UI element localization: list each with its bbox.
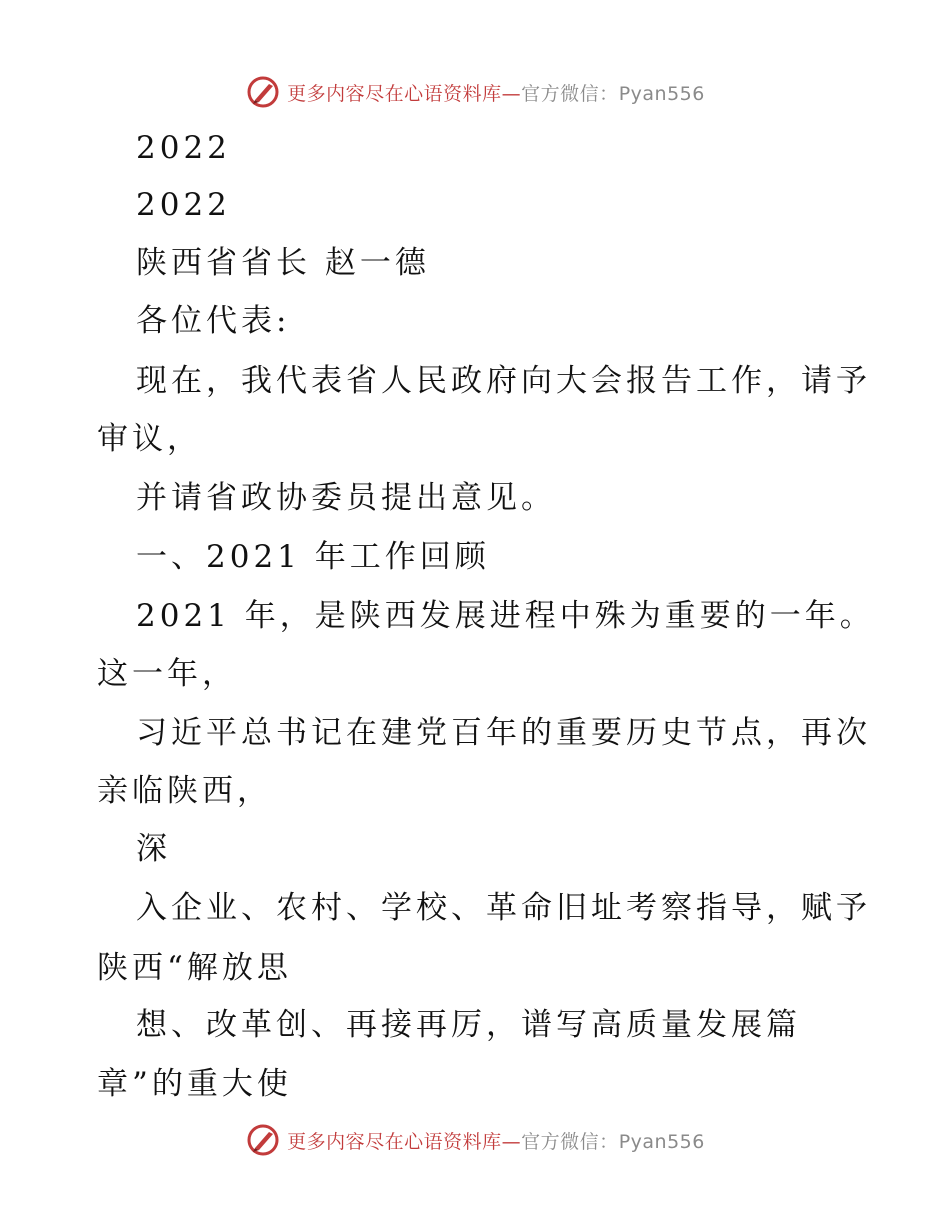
watermark-text: 更多内容尽在心语资料库—官方微信：Pyan556 [287,1130,705,1153]
footer-watermark-banner [0,1118,950,1162]
doc-line: 想、改革创、再接再厉，谱写高质量发展篇 [136,1007,801,1043]
doc-line: 2022 [136,130,231,166]
pen-in-circle-icon [245,74,281,110]
header-watermark-banner [0,70,950,114]
doc-line: 入企业、农村、学校、革命旧址考察指导，赋予 [136,890,871,926]
doc-line: 这一年， [97,656,237,692]
doc-line: 审议， [97,421,202,457]
doc-line: 深 [136,831,171,867]
doc-line: 各位代表: [136,303,291,339]
doc-line: 并请省政协委员提出意见。 [136,480,556,516]
doc-line: 习近平总书记在建党百年的重要历史节点，再次 [136,715,871,751]
doc-line: 一、2021 年工作回顾 [136,539,490,575]
doc-line: 陕西“解放思 [97,950,292,986]
doc-line: 亲临陕西， [97,773,272,809]
doc-line: 现在，我代表省人民政府向大会报告工作，请予 [136,363,871,399]
doc-line: 陕西省省长 赵一德 [136,245,430,281]
pen-in-circle-icon [245,1122,281,1158]
doc-line: 2021 年，是陕西发展进程中殊为重要的一年。 [136,598,875,634]
doc-line: 章”的重大使 [97,1066,292,1102]
watermark-text: 更多内容尽在心语资料库—官方微信：Pyan556 [287,82,705,105]
doc-line: 2022 [136,187,231,223]
